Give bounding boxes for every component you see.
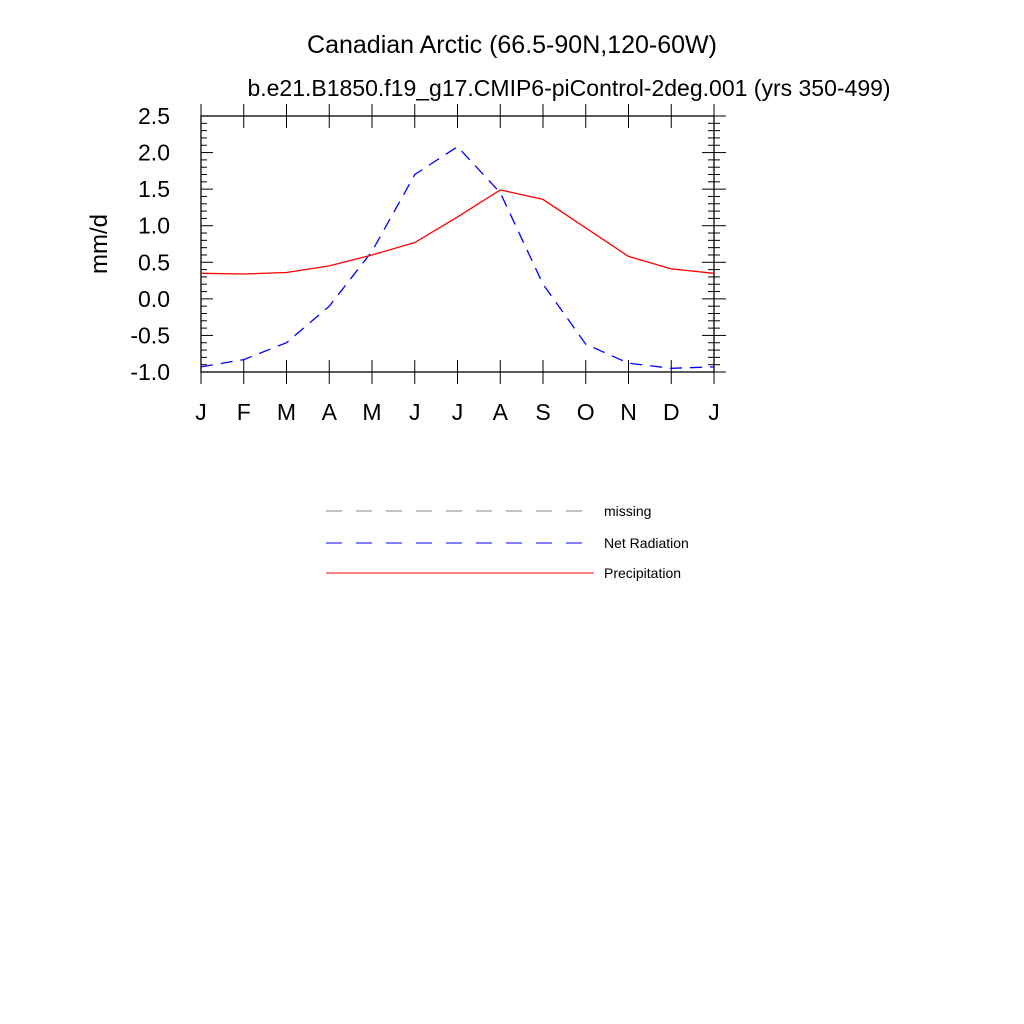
series-line-precipitation (201, 190, 714, 274)
legend-label: Net Radiation (604, 535, 689, 551)
y-tick-label: 0.5 (138, 249, 170, 276)
x-tick-label: S (535, 399, 551, 425)
x-tick-labels (195, 399, 720, 425)
y-tick-labels (130, 103, 170, 385)
legend (326, 503, 689, 581)
y-tick-label: 1.0 (138, 212, 170, 239)
axis-ticks (201, 104, 726, 384)
x-tick-label: F (236, 399, 251, 425)
series-line-net-radiation (201, 147, 714, 369)
x-tick-label: J (409, 399, 421, 425)
legend-label: missing (604, 503, 652, 519)
x-tick-label: N (620, 399, 637, 425)
plot-frame (201, 116, 714, 372)
y-tick-label: 2.0 (138, 139, 170, 166)
chart-title: Canadian Arctic (66.5-90N,120-60W) (307, 31, 717, 59)
x-tick-label: M (362, 399, 382, 425)
x-tick-label: O (576, 399, 595, 425)
y-axis-label: mm/d (86, 214, 113, 274)
x-tick-label: D (662, 399, 680, 425)
x-tick-label: J (708, 399, 720, 425)
y-tick-label: 1.5 (138, 176, 170, 203)
x-tick-label: J (195, 399, 207, 425)
y-tick-label: 0.0 (138, 285, 170, 312)
y-tick-label: -0.5 (130, 322, 170, 349)
x-tick-label: J (451, 399, 464, 425)
chart-subtitle: b.e21.B1850.f19_g17.CMIP6-piControl-2deg.001 (yrs 350-499) (247, 75, 891, 101)
y-tick-label: 2.5 (138, 103, 170, 129)
x-tick-label: A (321, 399, 337, 425)
x-tick-label: A (492, 399, 508, 425)
series-lines (201, 147, 714, 369)
x-tick-label: M (276, 399, 297, 425)
y-tick-label: -1.0 (130, 359, 170, 385)
legend-label: Precipitation (604, 565, 682, 581)
